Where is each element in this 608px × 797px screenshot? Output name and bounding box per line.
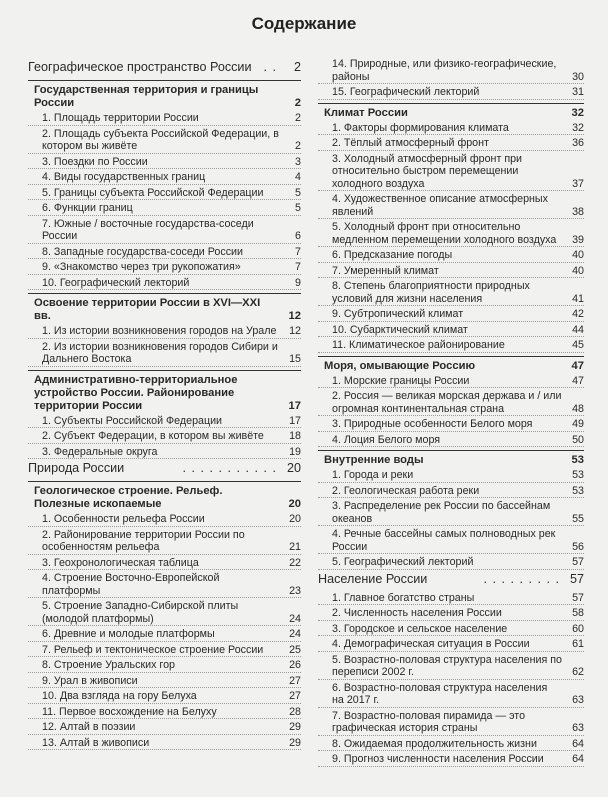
entry-title: 1. Главное богатство страны xyxy=(332,591,475,604)
entry-title: 6. Функции границ xyxy=(42,202,133,214)
entry-title: 2. Россия — великая морская держава и / или огромная континентальная страна xyxy=(332,390,562,415)
toc-entry xyxy=(28,218,301,244)
entry-title: 3. Городское и сельское население xyxy=(332,622,508,635)
page-number: 2 xyxy=(295,140,301,152)
toc-entry xyxy=(318,221,584,247)
entry-title: 10. Субарктический климат xyxy=(332,323,468,336)
page-number: 30 xyxy=(572,70,584,83)
page-number: 53 xyxy=(572,469,584,481)
entry-title: 2. Геологическая работа реки xyxy=(332,484,480,497)
toc-entry xyxy=(318,528,584,554)
page-number: 4 xyxy=(295,171,301,183)
toc-entry xyxy=(318,753,584,767)
toc-entry xyxy=(318,390,584,416)
entry-title: 1. Города и реки xyxy=(332,469,414,481)
toc-entry xyxy=(28,112,301,126)
toc-entry xyxy=(28,128,301,154)
entry-title: Население России xyxy=(318,571,428,586)
page-number: 32 xyxy=(571,106,584,119)
page-number: 20 xyxy=(289,513,301,525)
toc-entry xyxy=(318,324,584,338)
page-number: 12 xyxy=(288,310,301,322)
page-number: 41 xyxy=(572,292,584,305)
toc-entry xyxy=(28,171,301,185)
entry-title: 5. Холодный фронт при относительно медленном перемещении холодного воздуха xyxy=(332,221,557,246)
page-number: 47 xyxy=(572,374,584,387)
entry-title: 2. Площадь субъекта Российской Федерации, в котором вы живёте xyxy=(42,127,279,152)
entry-title: 3. Холодный атмосферный фронт при относительно быстром перемещении холодного воздуха xyxy=(332,152,523,190)
entry-title: 6. Древние и молодые платформы xyxy=(42,628,215,640)
entry-title: 9. Прогноз численности населения России xyxy=(332,753,544,765)
page-number: 27 xyxy=(289,674,301,687)
toc-entry xyxy=(318,375,584,389)
entry-title: 1. Площадь территории России xyxy=(42,112,199,124)
page-number: 64 xyxy=(572,737,584,750)
page-number: 63 xyxy=(572,694,584,706)
entry-title: 1. Из истории возникновения городов на Урале xyxy=(42,325,277,337)
entry-title: Географическое пространство России xyxy=(28,60,252,74)
toc-entry xyxy=(28,202,301,216)
entry-title: 10. Два взгляда на гору Белуха xyxy=(42,690,197,702)
page-number: 53 xyxy=(571,454,584,466)
entry-title: 2. Тёплый атмосферный фронт xyxy=(332,137,489,149)
toc-entry xyxy=(318,556,584,570)
toc-entry xyxy=(318,623,584,637)
entry-title: 5. Строение Западно-Сибирской плиты (молодой платформы) xyxy=(42,600,239,625)
page-number: 44 xyxy=(572,323,584,336)
dot-leader: . . xyxy=(263,60,277,74)
toc-entry xyxy=(318,638,584,652)
page-number: 57 xyxy=(569,571,584,586)
entry-title: 1. Особенности рельефа России xyxy=(42,513,205,525)
toc-entry xyxy=(318,682,584,708)
page-number: 5 xyxy=(295,202,301,214)
entry-title: 7. Умеренный климат xyxy=(332,264,439,277)
entry-title: 4. Демографическая ситуация в России xyxy=(332,638,530,650)
toc-entry xyxy=(318,280,584,306)
toc-entry xyxy=(318,710,584,736)
page-number: 24 xyxy=(289,612,301,625)
page-number: 2 xyxy=(294,97,301,109)
entry-title: 9. «Знакомство через три рукопожатия» xyxy=(42,261,241,273)
page-number: 28 xyxy=(289,705,301,718)
entry-title: Геологическое строение. Рельеф. Полезные ископаемые xyxy=(34,485,223,510)
entry-title: Внутренние воды xyxy=(324,454,424,466)
page-number: 17 xyxy=(288,399,301,412)
entry-title: 7. Южные / восточные государства-соседи России xyxy=(42,217,254,242)
page-number: 60 xyxy=(572,622,584,635)
toc-entry xyxy=(318,500,584,526)
page-number: 42 xyxy=(572,308,584,320)
page-number: 25 xyxy=(289,643,301,656)
toc-entry xyxy=(318,607,584,621)
entry-title: 3. Федеральные округа xyxy=(42,445,158,458)
toc-entry xyxy=(318,592,584,606)
entry-title: 1. Факторы формирования климата xyxy=(332,121,509,134)
entry-title: Государственная территория и границы России xyxy=(34,84,259,109)
toc-entry xyxy=(318,122,584,136)
chapter-heading xyxy=(28,293,301,323)
page-number: 7 xyxy=(295,245,301,258)
page-number: 20 xyxy=(288,498,301,510)
entry-title: 6. Предсказание погоды xyxy=(332,249,453,261)
part-heading xyxy=(28,60,301,75)
toc-entry xyxy=(318,86,584,100)
entry-title: 9. Урал в живописи xyxy=(42,674,138,687)
toc-entry xyxy=(318,654,584,680)
toc-entry xyxy=(318,339,584,353)
entry-title: 4. Художественное описание атмосферных явлений xyxy=(332,193,548,218)
toc-entry xyxy=(28,572,301,598)
toc-entry xyxy=(318,485,584,499)
entry-title: 4. Речные бассейны самых полноводных рек России xyxy=(332,528,556,553)
entry-title: Природа России xyxy=(28,461,125,475)
page-number: 45 xyxy=(572,339,584,351)
toc-entry xyxy=(28,600,301,626)
page-number: 20 xyxy=(286,461,301,475)
toc-entry xyxy=(28,721,301,735)
toc-entry xyxy=(28,187,301,201)
entry-title: 4. Строение Восточно-Европейской платформы xyxy=(42,572,220,597)
page-number: 55 xyxy=(572,512,584,525)
page-number: 48 xyxy=(572,402,584,415)
page-number: 27 xyxy=(289,690,301,702)
entry-title: 5. Границы субъекта Российской Федерации xyxy=(42,186,264,199)
chapter-heading xyxy=(318,356,584,373)
toc-right-column xyxy=(318,58,584,769)
toc-entry xyxy=(318,193,584,219)
page-number: 6 xyxy=(295,230,301,242)
part-heading xyxy=(28,461,301,476)
chapter-heading xyxy=(28,80,301,110)
page-number: 15 xyxy=(289,353,301,365)
page-number: 39 xyxy=(572,233,584,246)
page-number: 62 xyxy=(572,666,584,678)
entry-title: 8. Строение Уральских гор xyxy=(42,659,175,671)
chapter-heading xyxy=(318,103,584,120)
toc-entry xyxy=(28,690,301,704)
dot-leader: . . . . . . . . . xyxy=(483,571,560,586)
toc-entry xyxy=(28,737,301,751)
page-number: 3 xyxy=(295,155,301,168)
entry-title: 10. Географический лекторий xyxy=(42,276,190,289)
page-number: 2 xyxy=(295,112,301,124)
toc-entry xyxy=(28,446,301,460)
dot-leader: . . . . . . . . . . . xyxy=(182,461,277,475)
toc-entry xyxy=(28,513,301,527)
page-number: 38 xyxy=(572,205,584,218)
page-number: 56 xyxy=(572,540,584,553)
toc-entry xyxy=(318,738,584,752)
chapter-heading xyxy=(318,450,584,467)
page-number: 58 xyxy=(572,607,584,619)
entry-title: 7. Возрастно-половая пирамида — это графическая история страны xyxy=(332,709,526,734)
page-number: 9 xyxy=(295,276,301,289)
toc-entry xyxy=(28,430,301,444)
page-number: 12 xyxy=(289,325,301,337)
entry-title: 5. Географический лекторий xyxy=(332,556,474,568)
toc-entry xyxy=(318,137,584,151)
entry-title: 2. Районирование территории России по особенностям рельефа xyxy=(42,528,245,553)
entry-title: 3. Геохронологическая таблица xyxy=(42,556,199,569)
toc-entry xyxy=(318,249,584,263)
entry-title: 11. Первое восхождение на Белуху xyxy=(42,705,217,718)
entry-title: 11. Климатическое районирование xyxy=(332,339,505,351)
toc-entry xyxy=(28,675,301,689)
page-number: 22 xyxy=(289,556,301,569)
toc-entry xyxy=(28,415,301,429)
chapter-heading xyxy=(28,370,301,413)
toc-entry xyxy=(28,156,301,170)
page-title: Содержание xyxy=(251,14,357,33)
page-number: 49 xyxy=(572,418,584,430)
toc-entry xyxy=(318,434,584,448)
entry-title: 12. Алтай в поэзии xyxy=(42,721,136,733)
page-number: 29 xyxy=(289,721,301,733)
entry-title: 8. Ожидаемая продолжительность жизни xyxy=(332,737,537,750)
entry-title: 13. Алтай в живописи xyxy=(42,736,150,749)
entry-title: 3. Поездки по России xyxy=(42,155,148,168)
entry-title: 5. Возрастно-половая структура населения по переписи 2002 г. xyxy=(332,653,562,678)
page-number: 23 xyxy=(289,584,301,597)
entry-title: 8. Западные государства-соседи России xyxy=(42,245,243,258)
toc-entry xyxy=(28,277,301,291)
chapter-heading xyxy=(28,481,301,511)
entry-title: 2. Из истории возникновения городов Сибири и Дальнего Востока xyxy=(42,340,278,365)
entry-title: 3. Природные особенности Белого моря xyxy=(332,418,533,430)
page-number: 36 xyxy=(572,137,584,149)
toc-entry xyxy=(318,469,584,483)
entry-title: Моря, омывающие Россию xyxy=(324,359,475,372)
entry-title: 7. Рельеф и тектоническое строение России xyxy=(42,643,264,656)
part-heading xyxy=(318,572,584,587)
page-number: 50 xyxy=(572,433,584,446)
toc-entry xyxy=(318,265,584,279)
entry-title: Освоение территории России в XVI—XXI вв. xyxy=(34,297,261,322)
page-number: 61 xyxy=(572,638,584,650)
page-number: 57 xyxy=(572,591,584,604)
entry-title: 9. Субтропический климат xyxy=(332,308,464,320)
toc-entry xyxy=(318,418,584,432)
toc-entry xyxy=(28,246,301,260)
toc-entry xyxy=(28,628,301,642)
toc-entry xyxy=(318,308,584,322)
entry-title: 1. Морские границы России xyxy=(332,374,470,387)
toc-left-column xyxy=(28,58,301,752)
entry-title: 2. Численность населения России xyxy=(332,607,502,619)
entry-title: 6. Возрастно-половая структура населения на 2017 г. xyxy=(332,681,548,706)
page-number: 7 xyxy=(295,261,301,273)
entry-title: Административно-территориальное устройство России. Районирование территории России xyxy=(34,373,238,412)
page-number: 63 xyxy=(572,722,584,734)
page-number: 17 xyxy=(289,414,301,427)
page-number: 29 xyxy=(289,736,301,749)
page-number: 31 xyxy=(572,86,584,98)
toc-entry xyxy=(28,529,301,555)
page-number: 2 xyxy=(293,60,301,74)
page-number: 64 xyxy=(572,753,584,765)
toc-entry xyxy=(28,659,301,673)
page-number: 21 xyxy=(289,541,301,553)
toc-entry xyxy=(28,341,301,367)
page-number: 32 xyxy=(572,121,584,134)
entry-title: 14. Природные, или физико-географические, районы xyxy=(332,58,557,83)
page-number: 19 xyxy=(289,445,301,458)
page-number: 40 xyxy=(572,249,584,261)
entry-title: Климат России xyxy=(324,106,408,119)
entry-title: 2. Субъект Федерации, в котором вы живёте xyxy=(42,430,264,442)
toc-entry xyxy=(28,557,301,571)
entry-title: 3. Распределение рек России по бассейнам океанов xyxy=(332,500,551,525)
toc-entry xyxy=(28,706,301,720)
toc-entry xyxy=(318,58,584,84)
entry-title: 8. Степень благоприятности природных условий для жизни населения xyxy=(332,280,530,305)
page-number: 53 xyxy=(572,484,584,497)
page-number: 18 xyxy=(289,430,301,442)
page-number: 37 xyxy=(572,177,584,190)
page-number: 47 xyxy=(571,359,584,372)
entry-title: 4. Лоция Белого моря xyxy=(332,433,441,446)
page-number: 5 xyxy=(295,186,301,199)
toc-entry xyxy=(28,325,301,339)
page-number: 24 xyxy=(289,628,301,640)
toc-entry xyxy=(28,261,301,275)
page-number: 57 xyxy=(572,556,584,568)
page-number: 26 xyxy=(289,659,301,671)
toc-entry xyxy=(28,644,301,658)
page-number: 40 xyxy=(572,264,584,277)
entry-title: 4. Виды государственных границ xyxy=(42,171,206,183)
entry-title: 15. Географический лекторий xyxy=(332,86,480,98)
entry-title: 1. Субъекты Российской Федерации xyxy=(42,414,223,427)
toc-entry xyxy=(318,153,584,192)
